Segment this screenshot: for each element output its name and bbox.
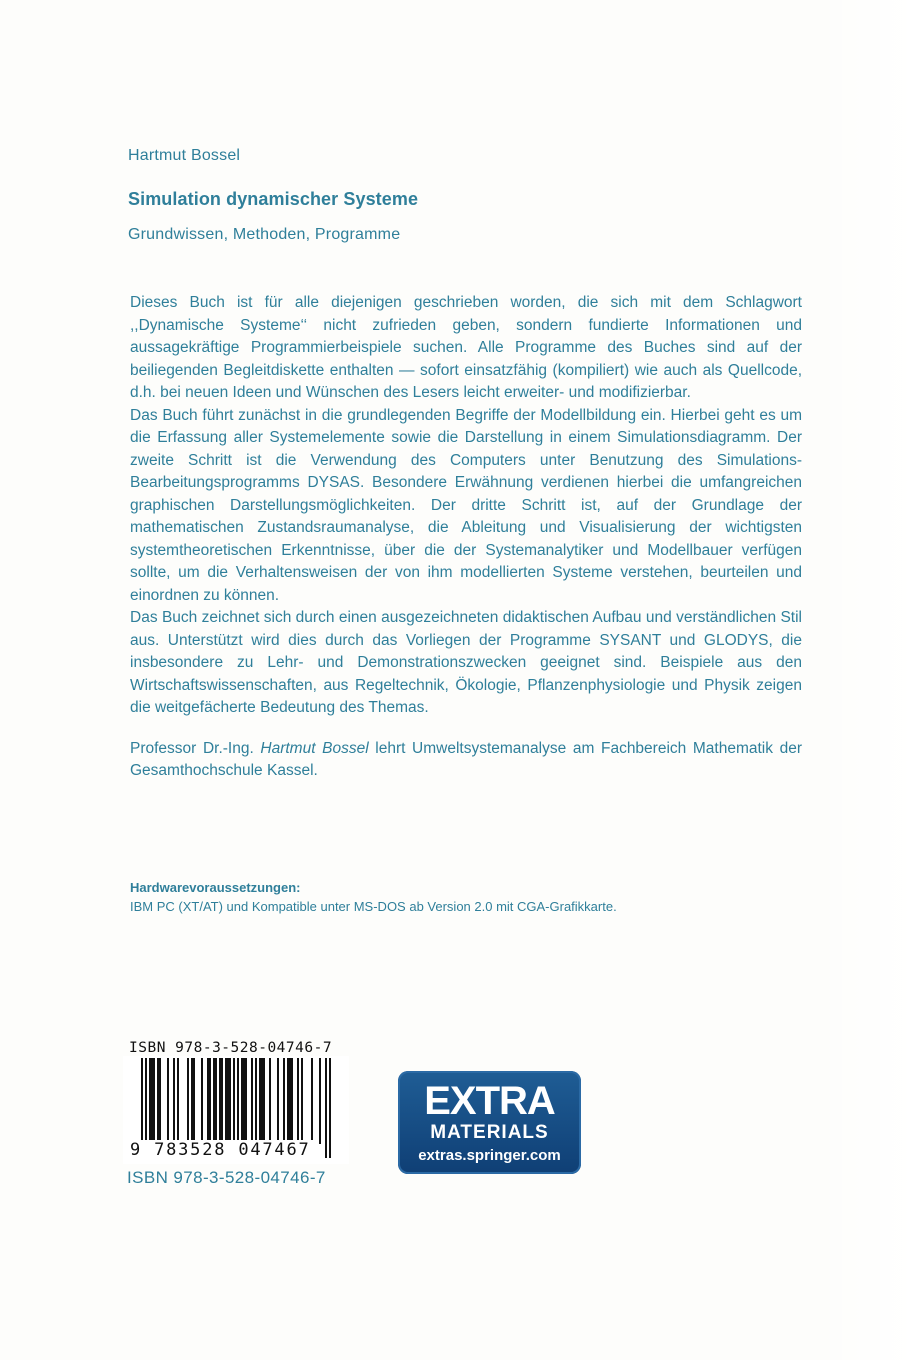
barcode-bar xyxy=(229,1058,231,1144)
barcode-bar xyxy=(329,1058,331,1158)
barcode-bar xyxy=(289,1058,291,1144)
barcode-bar xyxy=(325,1058,327,1158)
barcode-bar xyxy=(243,1058,245,1144)
barcode-bar xyxy=(213,1058,215,1144)
author-name: Hartmut Bossel xyxy=(128,147,241,164)
isbn-label-top: ISBN 978-3-528-04746-7 xyxy=(129,1040,333,1056)
barcode-bar xyxy=(209,1058,211,1144)
barcode-bar xyxy=(287,1058,289,1144)
isbn-label-bottom: ISBN 978-3-528-04746-7 xyxy=(127,1168,326,1187)
barcode-bar xyxy=(259,1058,261,1144)
barcode-bar xyxy=(151,1058,153,1144)
barcode-bar xyxy=(149,1058,151,1144)
barcode-bar xyxy=(193,1058,195,1144)
barcode-bar xyxy=(297,1058,299,1144)
barcode-bar xyxy=(241,1058,243,1144)
blurb xyxy=(130,292,802,783)
barcode-bar xyxy=(159,1058,161,1144)
hardware-text: IBM PC (XT/AT) und Kompatible unter MS-DOS ab Version 2.0 mit CGA-Grafikkarte. xyxy=(130,899,617,914)
blurb-paragraph: Das Buch zeichnet sich durch einen ausgezeichneten didaktischen Aufbau und verständlichen Stil aus. Unterstützt wird dies durch das Vorliegen der Programme SYSANT und GLODYS, die insbesondere zu Lehr- und Demonstrationszwecken geeignet sind. Beispiele aus den Wirtschaftswissenschaften, aus Regeltechnik, Ökologie, Pflanzenphysiologie und Physik zeigen die weitgefächerte Bedeutung des Themas. xyxy=(130,609,802,716)
book-subtitle: Grundwissen, Methoden, Programme xyxy=(128,226,401,243)
bio-name: Hartmut Bossel xyxy=(260,739,369,757)
barcode-bar xyxy=(277,1058,279,1144)
barcode-bar xyxy=(269,1058,271,1144)
barcode-bar xyxy=(319,1058,321,1144)
extra-materials-badge[interactable] xyxy=(398,1071,581,1174)
barcode-bar xyxy=(225,1058,227,1144)
barcode-bar xyxy=(207,1058,209,1144)
barcode-bar xyxy=(301,1058,303,1144)
barcode-bar xyxy=(153,1058,155,1144)
barcode-bar xyxy=(167,1058,169,1144)
hardware-requirements xyxy=(130,878,830,916)
barcode-bar xyxy=(173,1058,175,1144)
barcode-bar xyxy=(221,1058,223,1144)
barcode-bar xyxy=(251,1058,253,1144)
hardware-heading: Hardwarevoraussetzungen: xyxy=(130,880,301,895)
barcode-bar xyxy=(263,1058,265,1144)
barcode-bar xyxy=(255,1058,257,1144)
barcode-bar xyxy=(187,1058,189,1144)
barcode-bar xyxy=(291,1058,293,1144)
barcode-bar xyxy=(157,1058,159,1144)
barcode-bar xyxy=(177,1058,179,1144)
page-edge xyxy=(817,0,907,1360)
barcode-bar xyxy=(283,1058,285,1144)
book-title: Simulation dynamischer Systeme xyxy=(128,189,419,209)
blurb-paragraph: Das Buch führt zunächst in die grundlegenden Begriffe der Modellbildung ein. Hierbei geht es um die Erfassung aller Systemelemente sowie die Darstellung in einem Simulationsdiagramm. Der zweite Schritt ist die Verwendung des Computers unter Benutzung des Simulations-Bearbeitungsprogramms DYSAS. Besondere Erwähnung verdienen hierbei die umfangreichen graphischen Darstellungsmöglichkeiten. Der dritte Schritt ist, auf der Grundlage der mathematischen Zustandsraumanalyse, die Ableitung und Visualisierung der wichtigsten systemtheoretischen Erkenntnisse, über die der Systemanalytiker und Modellbauer verfügen sollte, um die Verhaltensweisen der von ihm modellierten Systeme verstehen, beurteilen und einordnen zu können. xyxy=(130,406,802,604)
bio-suffix: lehrt Umweltsystemanalyse am Fachbereich Mathematik der Gesamthochschule Kassel. xyxy=(130,739,803,779)
author-bio xyxy=(130,738,802,783)
blurb-paragraph: Dieses Buch ist für alle diejenigen geschrieben worden, die sich mit dem Schlagwort ,,Dynamische Systeme‘‘ nicht zufrieden geben, sondern fundierte Informationen und aussagekräftige Programmierbeispiele suchen. Alle Programme des Buches sind auf der beiliegenden Begleitdiskette enthalten — sofort einsatzfähig (kompiliert) wie auch als Quellcode, d.h. bei neuen Ideen und Wünschen des Lesers leicht erweiter- und modifizierbar. xyxy=(130,294,802,401)
barcode-bar xyxy=(191,1058,193,1144)
badge-line-materials: MATERIALS xyxy=(430,1122,549,1143)
barcode-bar xyxy=(311,1058,313,1144)
barcode-bar xyxy=(261,1058,263,1144)
barcode-bar xyxy=(227,1058,229,1144)
barcode-bar xyxy=(215,1058,217,1144)
barcode-bar xyxy=(219,1058,221,1144)
barcode-bar xyxy=(245,1058,247,1144)
badge-line-url: extras.springer.com xyxy=(418,1147,561,1164)
barcode-bar xyxy=(201,1058,203,1144)
barcode-digits: 9 783528 047467 xyxy=(130,1140,311,1160)
bio-prefix: Professor Dr.-Ing. xyxy=(130,739,261,757)
badge-line-extra: EXTRA xyxy=(424,1079,555,1123)
